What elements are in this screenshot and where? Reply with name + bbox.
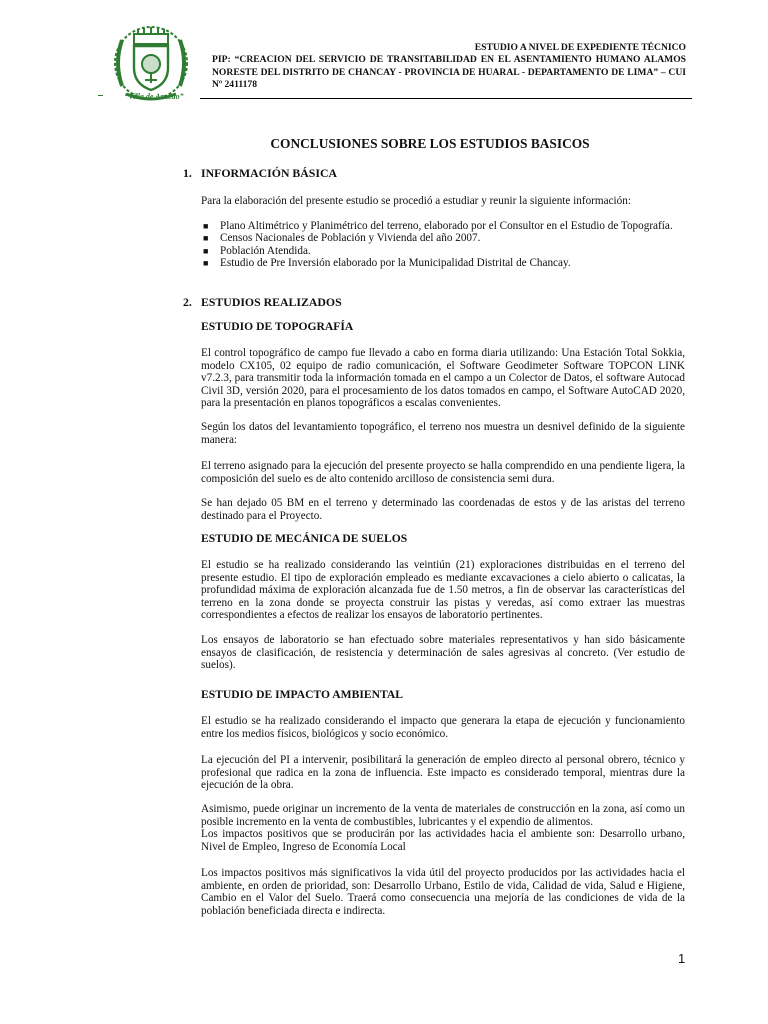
impacto-heading: ESTUDIO DE IMPACTO AMBIENTAL xyxy=(201,688,403,701)
impacto-paragraph-5: Los impactos positivos más significativos la vida útil del proyecto producidos por las actividades hacia el ambiente, en orden de prioridad, son: Desarrollo Urbano, Estilo de vida, Calidad de vida, Salud e Higiene, Cambio en el Valor del Suelo. Traerá como consecuencia una mejoría de las condiciones de vida de la población beneficiada directa e indirecta. xyxy=(201,867,685,917)
list-item: ■ Censos Nacionales de Población y Vivienda del año 2007. xyxy=(203,232,481,245)
page-number: 1 xyxy=(678,951,686,966)
topografia-paragraph-3: El terreno asignado para la ejecución del presente proyecto se halla comprendido en una pendiente ligera, la composición del suelo es de alto contenido arcilloso de consistencia semi dura. xyxy=(201,460,685,485)
impacto-paragraph-2: La ejecución del PI a intervenir, posibilitará la generación de empleo directo al personal obrero, técnico y profesional que radica en la zona de influencia. Este impacto es considerado temporal, mientras dure la ejecución de la obra. xyxy=(201,754,685,792)
section-1-list xyxy=(201,220,685,270)
document-header xyxy=(212,42,686,92)
section-2-heading: 2. ESTUDIOS REALIZADOS xyxy=(183,295,342,309)
header-divider xyxy=(200,98,692,99)
topografia-paragraph-4: Se han dejado 05 BM en el terreno y determinado las coordenadas de estos y de las aristas del terreno destinado para el Proyecto. xyxy=(201,497,685,522)
topografia-paragraph-1: El control topográfico de campo fue llevado a cabo en forma diaria utilizando: Una Estación Total Sokkia, modelo CX105, 02 equipo de radio comunicación, el Software Geodimeter Software TOPCON LINK v7.2.3, para transmitir toda la información tomada en el campo a un Colector de Datos, el software Autocad Civil 3D, versión 2020, para el procesamiento de los datos tomados en campo, el Software AutoCAD 2020, para la presentación en planos topográficos a escalas convenientes. xyxy=(201,347,685,410)
topografia-paragraph-2: Según los datos del levantamiento topográfico, el terreno nos muestra un desnivel definido de la siguiente manera: xyxy=(201,421,685,446)
seal-caption: “Villa de Arnedo” xyxy=(104,92,204,101)
header-study-level: ESTUDIO A NIVEL DE EXPEDIENTE TÉCNICO xyxy=(474,42,686,53)
suelos-heading: ESTUDIO DE MECÁNICA DE SUELOS xyxy=(201,532,408,545)
list-item: ■ Estudio de Pre Inversión elaborado por la Municipalidad Distrital de Chancay. xyxy=(203,257,571,270)
section-1-intro: Para la elaboración del presente estudio se procedió a estudiar y reunir la siguiente información: xyxy=(201,195,631,207)
page-title: CONCLUSIONES SOBRE LOS ESTUDIOS BASICOS xyxy=(270,136,590,151)
impacto-paragraph-4: Los impactos positivos que se producirán por las actividades hacia el ambiente son: Desarrollo urbano, Nivel de Empleo, Ingreso de Economía Local xyxy=(201,828,685,853)
header-project-title: PIP: “CREACION DEL SERVICIO DE TRANSITABILIDAD EN EL ASENTAMIENTO HUMANO ALAMOS NORESTE DEL DISTRITO DE CHANCAY - PROVINCIA DE HUARAL - DEPARTAMENTO DE LIMA” – CUI Nº 2411178 xyxy=(212,54,686,91)
suelos-paragraph-2: Los ensayos de laboratorio se han efectuado sobre materiales representativos y han sido básicamente ensayos de clasificación, de resistencia y determinación de sales agresivas al concreto. (Ver estudio de suelos). xyxy=(201,634,685,672)
topografia-heading: ESTUDIO DE TOPOGRAFÍA xyxy=(201,320,354,333)
list-item: ■ Plano Altimétrico y Planimétrico del terreno, elaborado por el Consultor en el Estudio de Topografía. xyxy=(203,220,673,232)
section-1-heading: 1. INFORMACIÓN BÁSICA xyxy=(183,166,337,180)
impacto-paragraph-1: El estudio se ha realizado considerando el impacto que generara la etapa de ejecución y funcionamiento entre los medios físicos, biológicos y socio económico. xyxy=(201,715,685,740)
impacto-paragraph-3: Asimismo, puede originar un incremento de la venta de materiales de construcción en la zona, así como un posible incremento en la venta de combustibles, lubricantes y el expendio de alimentos. xyxy=(201,803,685,828)
list-item: ■ Población Atendida. xyxy=(203,244,311,257)
suelos-paragraph-1: El estudio se ha realizado considerando las veintiún (21) exploraciones distribuidas en el terreno del presente estudio. El tipo de exploración empleado es mediante excavaciones a cielo abierto o calicatas, la profundidad máxima de exploración alcanzada fue de 1.50 metros, a fin de observar las características del terreno en la zona donde se proyecta construir las pistas y veredas, así como extraer las muestras correspondientes a efectos de realizar los ensayos de laboratorio pertinentes. xyxy=(201,559,685,622)
